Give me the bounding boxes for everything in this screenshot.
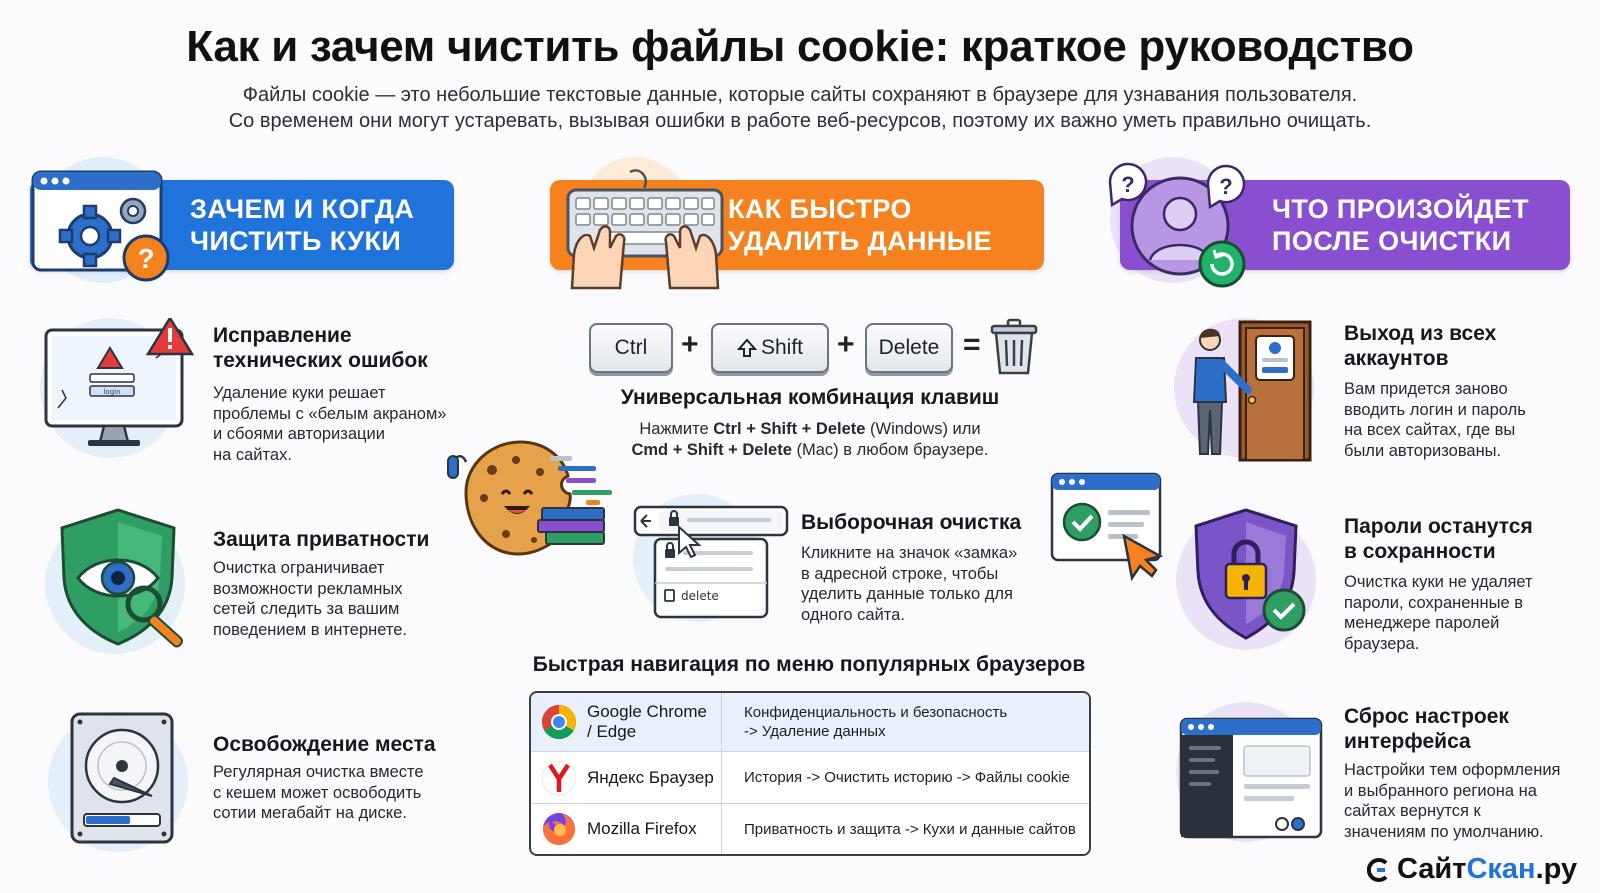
logo-mark-icon xyxy=(1367,857,1391,883)
browser-settings-icon xyxy=(1178,716,1326,842)
logo-part-3: .ру xyxy=(1535,853,1578,885)
item-passwords-desc-2: пароли, сохраненные в xyxy=(1344,593,1524,612)
svg-text:?: ? xyxy=(1121,172,1135,197)
chrome-path-2: -> Удаление данных xyxy=(744,723,886,740)
item-passwords-desc-1: Очистка куки не удаляет xyxy=(1344,573,1533,591)
browser-row-firefox xyxy=(531,804,1089,854)
selective-title: Выборочная очистка xyxy=(801,511,1022,534)
firefox-name: Mozilla Firefox xyxy=(587,819,697,838)
monitor-login-label: login xyxy=(103,388,121,396)
item-privacy-desc-1: Очистка ограничивает xyxy=(213,559,385,577)
item-privacy-desc-3: сетей следить за вашим xyxy=(213,600,400,618)
chrome-icon xyxy=(540,703,578,741)
key-ctrl-label: Ctrl xyxy=(614,336,648,359)
cookie-character-icon xyxy=(446,436,622,560)
section-how-line-2: УДАЛИТЬ ДАННЫЕ xyxy=(728,226,993,256)
subtitle-line-2: Со временем они могут устаревать, вызывая ошибки в работе веб-ресурсов, поэтому их важно уметь правильно очищать. xyxy=(228,110,1372,132)
logo-part-1: Сайт xyxy=(1397,853,1467,885)
item-reset-title-1: Сброс настроек xyxy=(1344,705,1509,728)
section-after-line-2: ПОСЛЕ ОЧИСТКИ xyxy=(1272,226,1512,256)
key-shift-label: Shift xyxy=(760,336,804,359)
selective-desc-3: уделить данные только для xyxy=(801,585,1013,603)
plus-sign-1: + xyxy=(681,328,699,361)
browsers-title: Быстрая навигация по меню популярных браузеров xyxy=(532,653,1086,676)
browser-row-yandex xyxy=(531,752,1089,803)
shield-lock-icon xyxy=(1190,506,1320,646)
item-logout-desc-2: вводить логин и пароль xyxy=(1344,400,1526,419)
subtitle-line-1: Файлы cookie — это небольшие текстовые данные, которые сайты сохраняют в браузере для узнавания пользователя. xyxy=(242,84,1358,106)
section-why-line-2: ЧИСТИТЬ КУКИ xyxy=(190,226,402,256)
item-passwords-title-1: Пароли останутся xyxy=(1344,515,1533,538)
firefox-icon xyxy=(540,810,578,848)
door-logout-icon xyxy=(1180,318,1320,464)
key-shift xyxy=(711,323,829,373)
logo-part-2: Скан xyxy=(1466,853,1536,885)
item-privacy-desc-2: возможности рекламных xyxy=(213,579,403,598)
item-errors-desc-4: на сайтах. xyxy=(213,445,292,464)
browser-gears-icon xyxy=(30,168,180,286)
user-questions-refresh-icon xyxy=(1104,160,1254,290)
firefox-path: Приватность и защита -> Кухи и данные сайтов xyxy=(744,820,1076,838)
yandex-path: История -> Очистить историю -> Файлы cookie xyxy=(744,769,1070,786)
key-delete-label: Delete xyxy=(878,336,940,359)
item-passwords-desc-3: менеджере паролей xyxy=(1344,614,1500,632)
item-reset-desc-1: Настройки тем оформления xyxy=(1344,761,1561,779)
page-title: Как и зачем чистить файлы cookie: краткое руководство xyxy=(186,22,1414,71)
monitor-error-icon xyxy=(40,318,200,454)
keyboard-hands-icon xyxy=(560,166,730,290)
key-ctrl xyxy=(589,323,673,373)
menu-delete-label: delete xyxy=(681,589,719,603)
yandex-icon xyxy=(540,759,578,797)
shift-arrow-icon xyxy=(737,338,757,358)
plus-sign-2: + xyxy=(837,328,855,361)
chrome-name-1: Google Chrome xyxy=(587,702,708,721)
browser-row-chrome xyxy=(531,693,1089,751)
site-logo xyxy=(1367,853,1577,886)
item-privacy-desc-4: поведением в интернете. xyxy=(213,620,408,639)
browser-check-cursor-icon xyxy=(1048,470,1166,582)
shortcut-desc-post-1: (Windows) или xyxy=(865,420,981,438)
item-logout-title-1: Выход из всех xyxy=(1344,322,1497,345)
key-delete xyxy=(865,323,953,373)
section-how-line-1: КАК БЫСТРО xyxy=(728,194,912,224)
selective-desc-4: одного сайта. xyxy=(801,605,905,624)
item-space-desc-3: сотии мегабайт на диске. xyxy=(213,804,407,822)
address-bar-lock-menu-icon xyxy=(633,503,793,621)
item-reset-desc-2: и выбранного региона на xyxy=(1344,781,1537,800)
item-reset-desc-3: сайтах вернутся к xyxy=(1344,802,1481,820)
item-errors-title-2: технических ошибок xyxy=(213,349,428,372)
item-errors-desc-2: проблемы с «белым акраном» xyxy=(213,404,447,423)
item-logout-desc-4: были авторизованы. xyxy=(1344,441,1502,460)
item-logout-title-2: аккаунтов xyxy=(1344,347,1449,370)
yandex-name: Яндекс Браузер xyxy=(587,767,714,787)
item-passwords-title-2: в сохранности xyxy=(1344,540,1496,563)
equals-sign: = xyxy=(963,328,981,361)
trash-icon xyxy=(990,318,1038,376)
selective-desc-1: Кликните на значок «замка» xyxy=(801,544,1018,562)
section-after-line-1: ЧТО ПРОИЗОЙДЕТ xyxy=(1272,194,1530,224)
hard-drive-icon xyxy=(62,708,182,848)
item-privacy-title: Защита приватности xyxy=(213,528,430,551)
selective-desc-2: в адресной строке, чтобы xyxy=(801,564,999,583)
item-errors-title-1: Исправление xyxy=(213,324,352,347)
item-space-desc-1: Регулярная очистка вместе xyxy=(213,763,424,781)
item-space-title: Освобождение места xyxy=(213,733,436,756)
section-why-line-1: ЗАЧЕМ И КОГДА xyxy=(190,194,415,224)
item-reset-desc-4: значениям по умолчанию. xyxy=(1344,822,1544,841)
shortcut-combo-windows: Ctrl + Shift + Delete xyxy=(713,420,866,438)
shield-eye-icon xyxy=(52,506,202,652)
chrome-name-2: / Edge xyxy=(587,722,637,741)
shortcut-desc-post-2: (Mac) в любом браузере. xyxy=(791,441,989,459)
item-space-desc-2: с кешем может освободить xyxy=(213,783,422,802)
shortcut-combo-mac: Cmd + Shift + Delete xyxy=(631,441,792,459)
item-errors-desc-1: Удаление куки решает xyxy=(213,384,386,402)
shortcut-desc xyxy=(600,419,1020,461)
browsers-table xyxy=(529,691,1091,856)
svg-text:?: ? xyxy=(137,243,155,274)
shortcut-desc-pre: Нажмите xyxy=(639,420,714,438)
item-logout-desc-1: Вам придется заново xyxy=(1344,380,1508,398)
item-passwords-desc-4: браузера. xyxy=(1344,634,1420,653)
chrome-path-1: Конфиденциальность и безопасность xyxy=(744,704,1008,721)
shortcut-title: Универсальная комбинация клавиш xyxy=(620,386,1000,409)
item-logout-desc-3: на всех сайтах, где вы xyxy=(1344,421,1516,439)
svg-text:?: ? xyxy=(1219,174,1233,199)
item-errors-desc-3: и сбоями авторизации xyxy=(213,425,385,443)
item-reset-title-2: интерфейса xyxy=(1344,730,1471,753)
